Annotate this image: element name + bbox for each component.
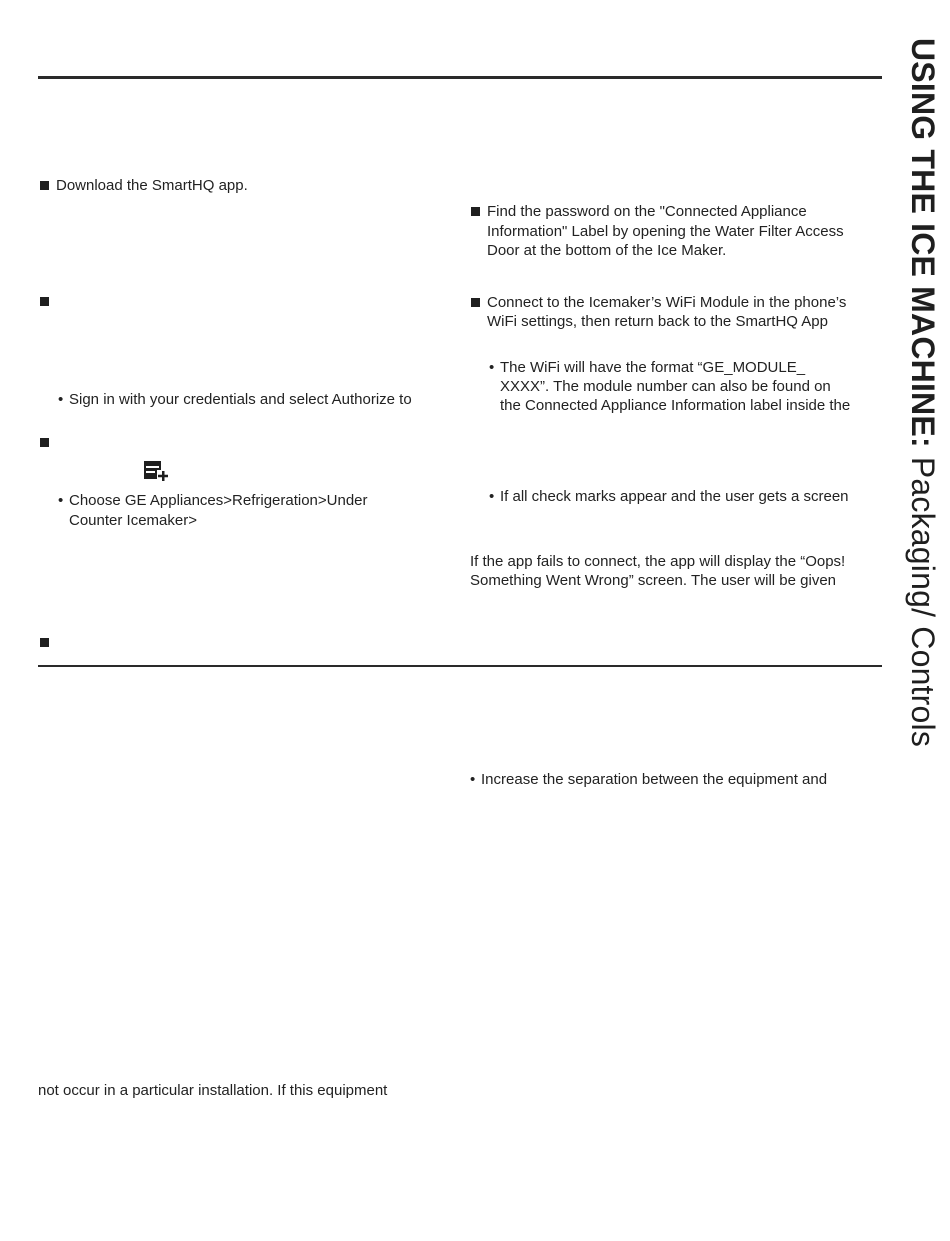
bullet-choose: •	[58, 492, 64, 509]
find-password-line3: Door at the bottom of the Ice Maker.	[487, 242, 727, 259]
checkmarks-instruction: If all check marks appear and the user gets a screen	[500, 488, 849, 505]
top-rule	[38, 76, 882, 79]
side-section-title	[905, 38, 941, 747]
step-marker-4	[40, 638, 49, 647]
side-title-bold: USING THE ICE MACHINE:	[905, 38, 941, 448]
step-marker-3	[40, 438, 49, 447]
bullet-separation: •	[470, 771, 476, 788]
find-password-line1: Find the password on the "Connected Appliance	[487, 203, 807, 220]
choose-appliance-line1: Choose GE Appliances>Refrigeration>Under	[69, 492, 368, 509]
wifi-format-line3: the Connected Appliance Information label inside the	[500, 397, 851, 414]
connect-wifi-line1: Connect to the Icemaker’s WiFi Module in the phone’s	[487, 294, 847, 311]
interference-text: not occur in a particular installation. If this equipment	[38, 1082, 388, 1099]
step-marker-2	[40, 297, 49, 306]
bullet-wifi-format: •	[489, 359, 495, 376]
bullet-signin: •	[58, 391, 64, 408]
add-appliance-icon	[143, 460, 169, 482]
find-password-line2: Information" Label by opening the Water Filter Access	[487, 223, 844, 240]
side-title-light: Packaging/ Controls	[905, 447, 941, 748]
middle-rule	[38, 665, 882, 667]
signin-instruction: Sign in with your credentials and select Authorize to	[69, 391, 412, 408]
bullet-checkmarks: •	[489, 488, 495, 505]
connection-fail-line2: Something Went Wrong” screen. The user will be given	[470, 572, 837, 589]
choose-appliance-line2: Counter Icemaker>	[69, 512, 197, 529]
connect-wifi-line2: WiFi settings, then return back to the SmartHQ App	[487, 313, 828, 330]
connection-fail-line1: If the app fails to connect, the app will display the “Oops!	[470, 553, 846, 570]
step-marker-connect	[471, 298, 480, 307]
step-download-app: Download the SmartHQ app.	[56, 177, 248, 194]
step-marker-password	[471, 207, 480, 216]
separation-instruction: Increase the separation between the equipment and	[481, 771, 828, 788]
step-marker-download	[40, 181, 49, 190]
wifi-format-line1: The WiFi will have the format “GE_MODULE_	[500, 359, 806, 376]
wifi-format-line2: XXXX”. The module number can also be found on	[500, 378, 831, 395]
